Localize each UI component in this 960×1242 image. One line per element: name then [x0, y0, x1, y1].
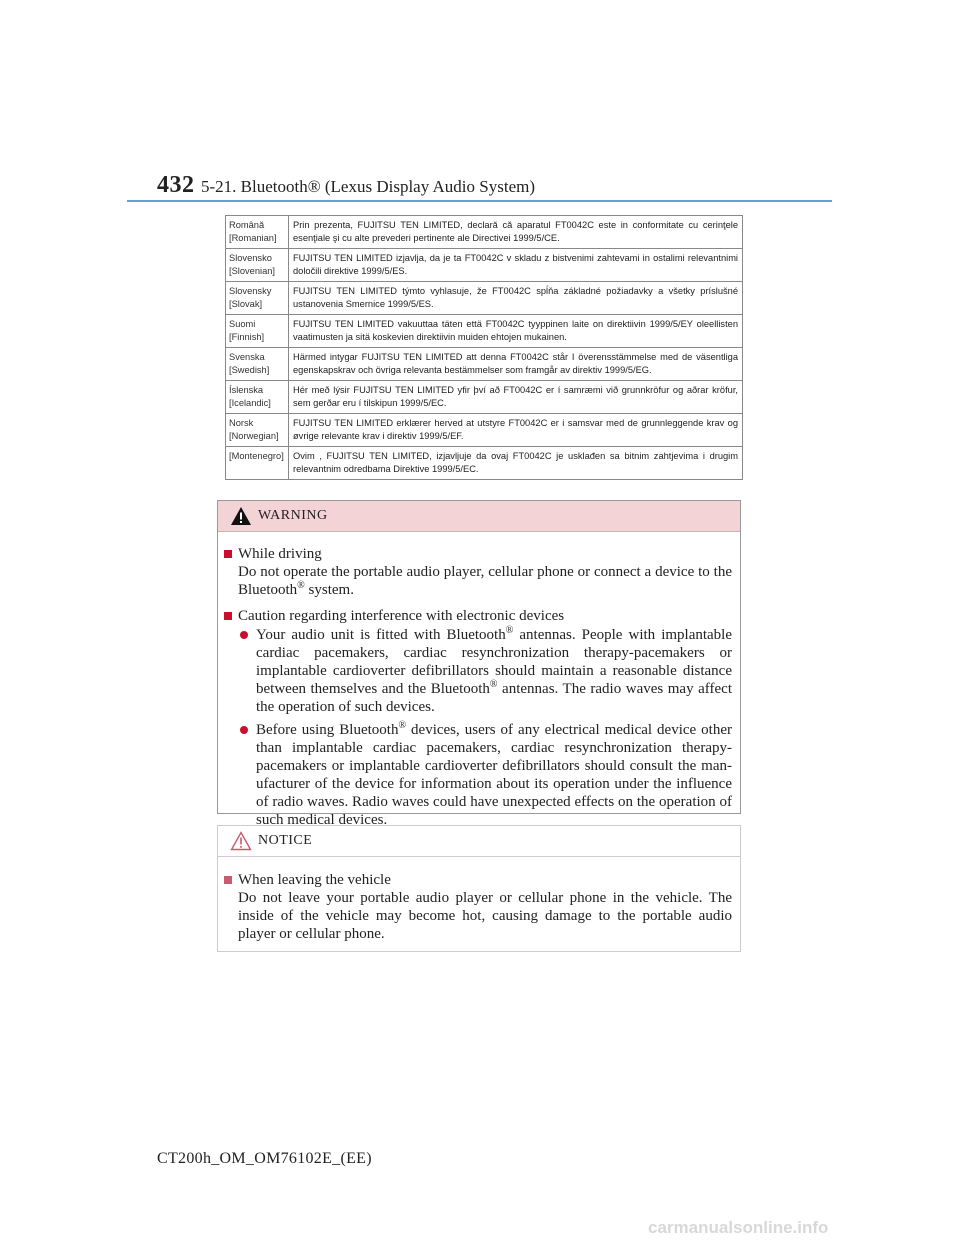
- square-bullet-icon: [224, 612, 232, 620]
- declaration-text: FUJITSU TEN LIMITED erklærer herved at utstyre FT0042C er i samsvar med de grunnleggende krav og øvrige relevante krav i direktiv 1999/5/EF.: [289, 414, 743, 447]
- declaration-language: Slovensky [Slovak]: [226, 282, 289, 315]
- warning-bullet-medical: Before using Bluetooth® devices, users of any electrical medical device other than implantable cardiac pacemakers, cardiac resynchronization therapy-pacemakers or implantable cardioverter defibrillators should consult the man-ufacturer of the device for information about its operation under the influence of radio waves. Radio waves could have unexpected effects on the operation of such medical devices.: [218, 721, 740, 829]
- warning-item-heading: While driving: [238, 546, 322, 562]
- declaration-language: Suomi [Finnish]: [226, 315, 289, 348]
- warning-bullet-antennas: Your audio unit is fitted with Bluetooth® antennas. People with implantable cardiac pacemakers, cardiac resynchronization therapy-pacemakers or implantable cardioverter defibrillators should maintain a reasonable distance between themselves and the Bluetooth® antennas. The radio waves may affect the operation of such devices.: [218, 626, 740, 716]
- declaration-row: [226, 414, 743, 447]
- declaration-row: [226, 447, 743, 480]
- declaration-language: Íslenska [Icelandic]: [226, 381, 289, 414]
- notice-item-heading: When leaving the vehicle: [238, 872, 391, 888]
- declaration-language: [Montenegro]: [226, 447, 289, 480]
- declaration-text: Hér með lýsir FUJITSU TEN LIMITED yfir því að FT0042C er í samræmi við grunnkröfur og aðrar kröfur, sem gerðar eru í tilskipun 1999/5/EC.: [289, 381, 743, 414]
- round-bullet-icon: [240, 726, 248, 734]
- notice-header: [218, 826, 740, 857]
- warning-triangle-icon: [230, 506, 252, 526]
- header-rule: [127, 200, 832, 202]
- notice-triangle-icon: [230, 831, 252, 851]
- warning-item-heading: Caution regarding interference with electronic devices: [238, 608, 565, 624]
- square-bullet-icon: [224, 876, 232, 884]
- declaration-table-body: [226, 216, 743, 480]
- watermark: carmanualsonline.info: [648, 1218, 829, 1237]
- declaration-text: FUJITSU TEN LIMITED vakuuttaa täten että FT0042C tyyppinen laite on direktiivin 1999/5/EY oleellisten vaatimusten ja sitä koskevien direktiivin muiden ehtojen mukainen.: [289, 315, 743, 348]
- declaration-text: Ovim , FUJITSU TEN LIMITED, izjavljuje da ovaj FT0042C je usklađen sa bitnim zahtjevima i drugim relevantnim odredbama Direktive 1999/5/EC.: [289, 447, 743, 480]
- section-title: 5-21. Bluetooth® (Lexus Display Audio System): [201, 177, 536, 196]
- declaration-row: [226, 216, 743, 249]
- notice-item-leaving: [218, 871, 740, 889]
- warning-item-interference: [218, 607, 740, 625]
- declaration-table: [225, 215, 743, 480]
- warning-box: [217, 500, 741, 828]
- document-code: CT200h_OM_OM76102E_(EE): [157, 1150, 372, 1167]
- registered-mark: ®: [297, 580, 305, 591]
- notice-item-text: Do not leave your portable audio player or cellular phone in the vehicle. The inside of the vehicle may become hot, causing damage to the portable audio player or cellular phone.: [238, 890, 732, 942]
- declaration-text: Härmed intygar FUJITSU TEN LIMITED att denna FT0042C står I överensstämmelse med de väsentliga egenskapskrav och övriga relevanta bestämmelser som framgår av direktiv 1999/5/EG.: [289, 348, 743, 381]
- page-number: 432: [157, 172, 195, 198]
- declaration-row: [226, 315, 743, 348]
- warning-item-text: Do not operate the portable audio player, cellular phone or connect a device to the Bluetooth® system.: [238, 564, 732, 598]
- warning-title: WARNING: [258, 508, 328, 523]
- declaration-row: [226, 249, 743, 282]
- registered-mark: ®: [505, 625, 514, 636]
- declaration-text: Prin prezenta, FUJITSU TEN LIMITED, declară că aparatul FT0042C este in conformitate cu cerinţele esenţiale şi cu alte prevederi pertinente ale Directivei 1999/5/CE.: [289, 216, 743, 249]
- declaration-language: Română [Romanian]: [226, 216, 289, 249]
- declaration-row: [226, 282, 743, 315]
- declaration-row: [226, 348, 743, 381]
- declaration-row: [226, 381, 743, 414]
- declaration-language: Norsk [Norwegian]: [226, 414, 289, 447]
- warning-header: [218, 501, 740, 532]
- registered-mark: ®: [398, 720, 407, 731]
- notice-box: [217, 825, 741, 952]
- round-bullet-icon: [240, 631, 248, 639]
- square-bullet-icon: [224, 550, 232, 558]
- declaration-text: FUJITSU TEN LIMITED izjavlja, da je ta FT0042C v skladu z bistvenimi zahtevami in ostalimi relevantnimi določili direktive 1999/5/ES.: [289, 249, 743, 282]
- declaration-language: Svenska [Swedish]: [226, 348, 289, 381]
- declaration-language: Slovensko [Slovenian]: [226, 249, 289, 282]
- notice-title: NOTICE: [258, 833, 313, 848]
- warning-item-driving: [218, 545, 740, 563]
- registered-mark: ®: [489, 679, 498, 690]
- declaration-text: FUJITSU TEN LIMITED týmto vyhlasuje, že FT0042C spĺňa základné požiadavky a všetky príslušné ustanovenia Smernice 1999/5/ES.: [289, 282, 743, 315]
